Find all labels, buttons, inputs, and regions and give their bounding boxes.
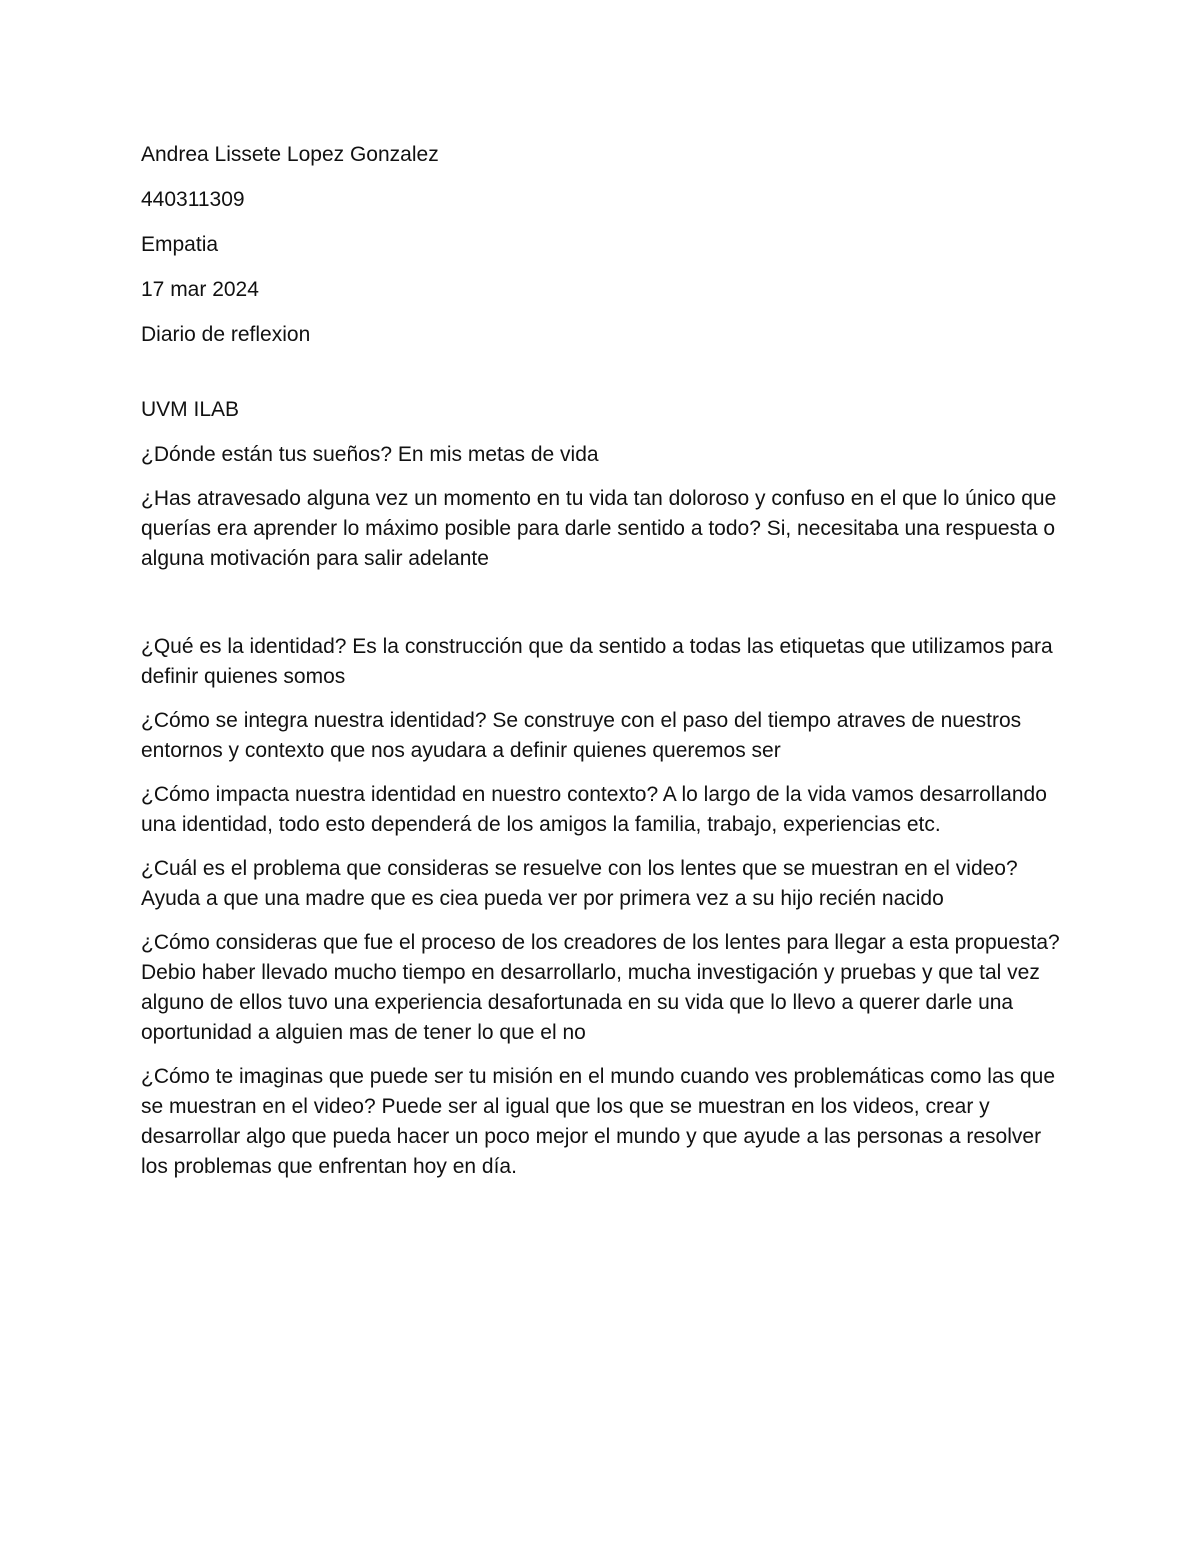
paragraph-creators-process: ¿Cómo consideras que fue el proceso de los creadores de los lentes para llegar a esta propuesta? Debio haber llevado mucho tiempo en desarrollarlo, mucha investigación y pruebas y que tal vez alguno de ellos tuvo una experiencia desafortunada en su vida que lo llevo a querer darle una oportunidad a alguien mas de tener lo que el no <box>141 931 1060 1044</box>
paragraph-mission: ¿Cómo te imaginas que puede ser tu misión en el mundo cuando ves problemáticas como las que se muestran en el video? Puede ser al igual que los que se muestran en los videos, crear y desarrollar algo que pueda hacer un poco mejor el mundo y que ayude a las personas a resolver los problemas que enfrentan hoy en día. <box>141 1065 1056 1178</box>
paragraph-painful-moment: ¿Has atravesado alguna vez un momento en tu vida tan doloroso y confuso en el que lo único que querías era aprender lo máximo posible para darle sentido a todo? Si, necesitaba una respuesta o alguna motivación para salir adelante <box>141 487 1057 570</box>
paragraph-identity-integration: ¿Cómo se integra nuestra identidad? Se construye con el paso del tiempo atraves de nuestros entornos y contexto que nos ayudara a definir quienes queremos ser <box>141 709 1022 762</box>
course-name: Empatia <box>141 233 219 256</box>
paragraph-dreams: ¿Dónde están tus sueños? En mis metas de vida <box>141 443 599 466</box>
paragraph-identity: ¿Qué es la identidad? Es la construcción que da sentido a todas las etiquetas que utilizamos para definir quienes somos <box>141 635 1053 688</box>
paragraph-identity-impact: ¿Cómo impacta nuestra identidad en nuestro contexto? A lo largo de la vida vamos desarrollando una identidad, todo esto dependerá de los amigos la familia, trabajo, experiencias etc. <box>141 783 1047 836</box>
section-title: UVM ILAB <box>141 398 240 421</box>
student-id: 440311309 <box>141 188 245 211</box>
student-name: Andrea Lissete Lopez Gonzalez <box>141 143 439 166</box>
paragraph-lenses-problem: ¿Cuál es el problema que consideras se resuelve con los lentes que se muestran en el video? Ayuda a que una madre que es ciea pueda ver por primera vez a su hijo recién nacido <box>141 857 1018 910</box>
document-date: 17 mar 2024 <box>141 278 259 301</box>
spacer <box>141 350 1071 395</box>
spacer <box>141 588 1071 632</box>
assignment-title: Diario de reflexion <box>141 323 311 346</box>
document-content <box>141 140 1071 1196</box>
